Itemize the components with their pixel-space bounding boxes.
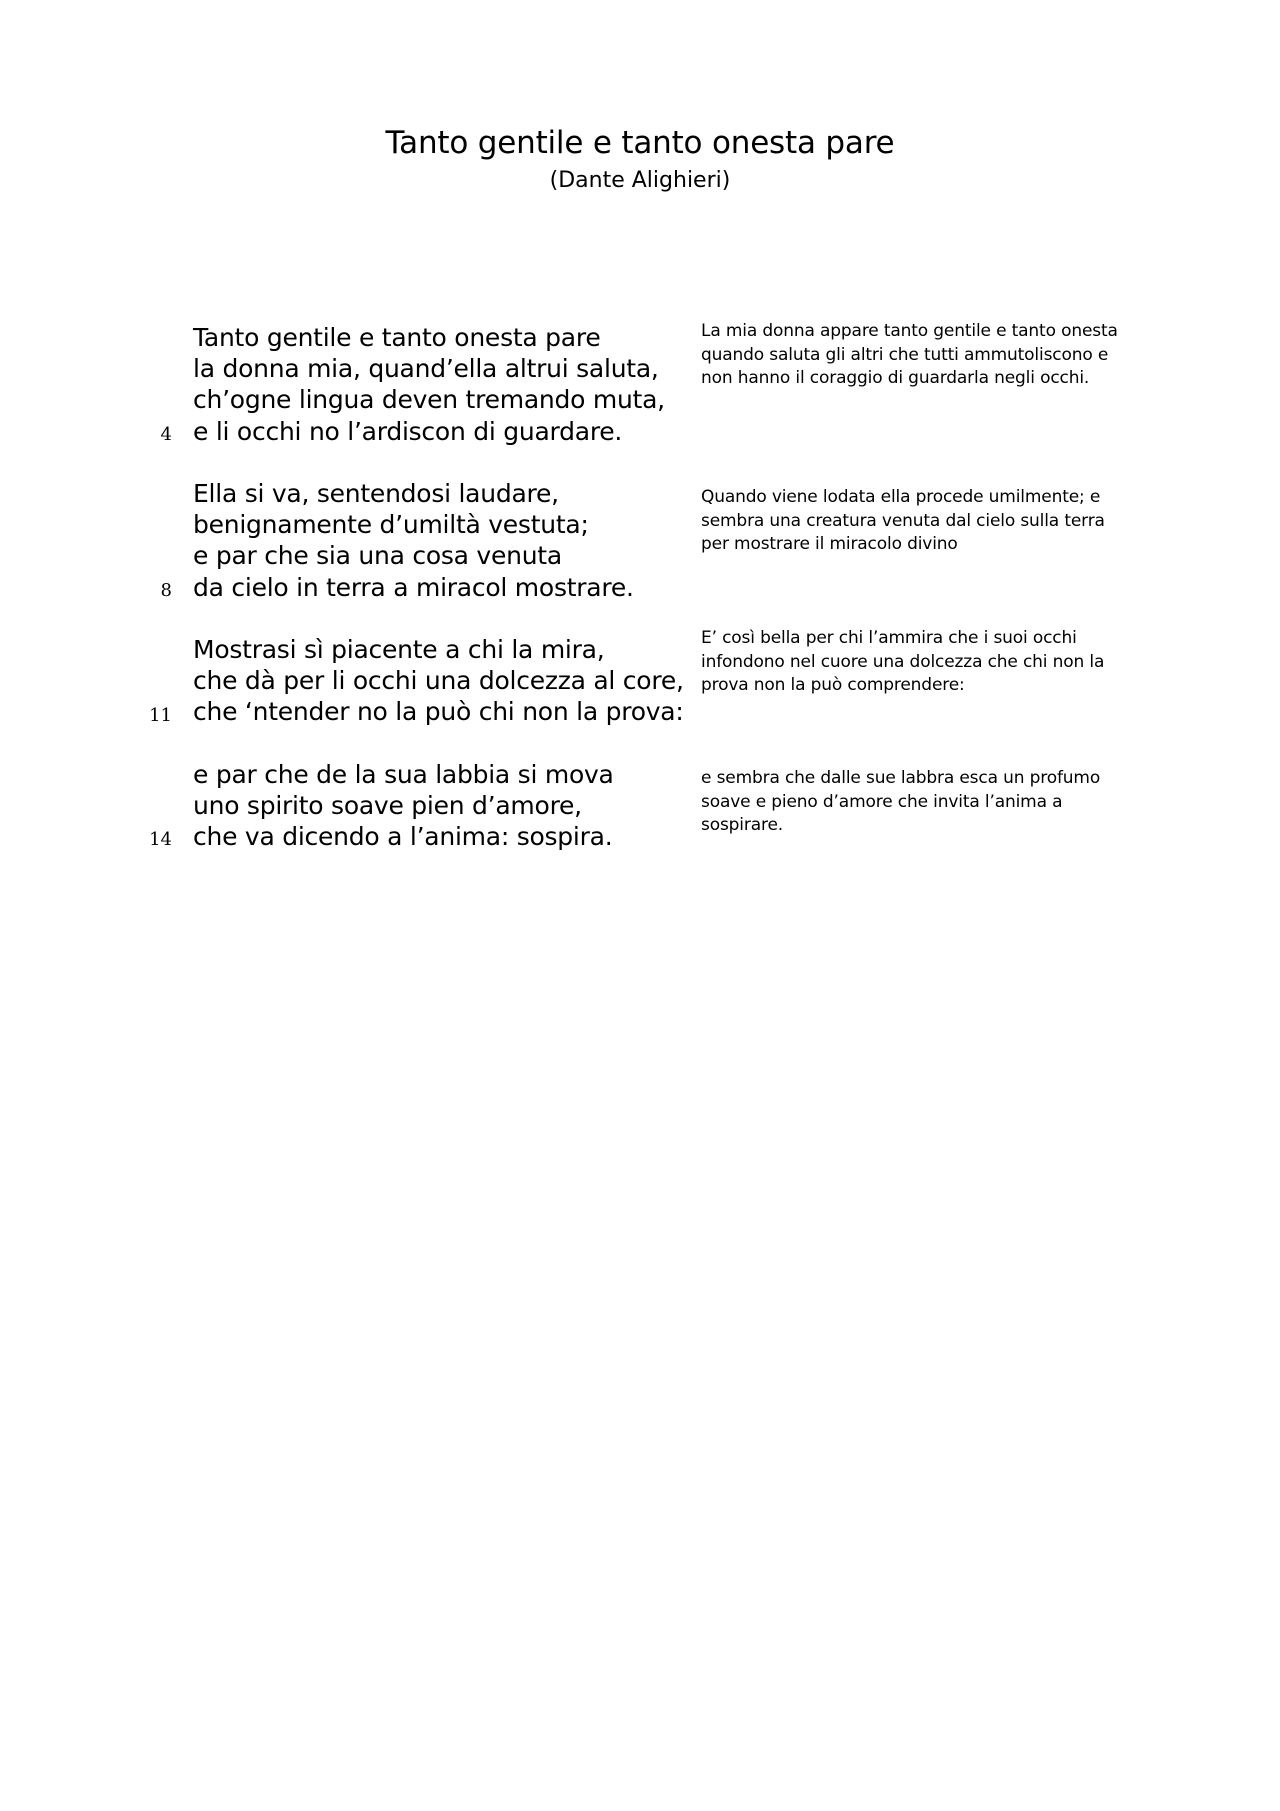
- stanza-3: [193, 634, 713, 728]
- verse-line: e par che de la sua labbia si mova: [193, 760, 614, 789]
- verse-line: benignamente d’umiltà vestuta;: [193, 510, 589, 540]
- line-number: 8: [160, 580, 172, 601]
- stanza-2: [193, 478, 713, 603]
- verse-line: ch’ogne lingua deven tremando muta,: [193, 385, 665, 415]
- line-number: 4: [160, 424, 172, 445]
- paraphrase-2: Quando viene lodata ella procede umilmente; e sembra una creatura venuta dal cielo sulla terra per mostrare il miracolo divino: [701, 487, 1105, 554]
- verse-line: e li occhi no l’ardiscon di guardare.: [193, 416, 623, 446]
- poem-author: (Dante Alighieri): [549, 168, 731, 193]
- paraphrase-3: E’ così bella per chi l’ammira che i suoi occhi infondono nel cuore una dolcezza che chi non la prova non la può comprendere:: [701, 628, 1105, 695]
- line-number: 14: [149, 829, 172, 850]
- verse-line: e par che sia una cosa venuta: [193, 541, 562, 571]
- line-number: 11: [149, 705, 172, 726]
- verse-line: Mostrasi sì piacente a chi la mira,: [193, 635, 605, 664]
- stanza-4: [193, 759, 713, 853]
- verse-line: Ella si va, sentendosi laudare,: [193, 479, 559, 508]
- verse-line: Tanto gentile e tanto onesta pare: [193, 323, 601, 352]
- poem-title: Tanto gentile e tanto onesta pare: [385, 125, 895, 161]
- verse-line: da cielo in terra a miracol mostrare.: [193, 572, 634, 602]
- verse-line: che va dicendo a l’anima: sospira.: [193, 822, 613, 852]
- paraphrase-4: e sembra che dalle sue labbra esca un profumo soave e pieno d’amore che invita l’anima a sospirare.: [701, 768, 1101, 835]
- paraphrase-1: La mia donna appare tanto gentile e tanto onesta quando saluta gli altri che tutti ammutoliscono e non hanno il coraggio di guardarla negli occhi.: [701, 321, 1118, 388]
- verse-line: che ‘ntender no la può chi non la prova:: [193, 697, 684, 727]
- verse-line: uno spirito soave pien d’amore,: [193, 791, 582, 821]
- verse-line: che dà per li occhi una dolcezza al core,: [193, 666, 684, 696]
- verse-line: la donna mia, quand’ella altrui saluta,: [193, 354, 659, 384]
- stanza-1: [193, 322, 713, 447]
